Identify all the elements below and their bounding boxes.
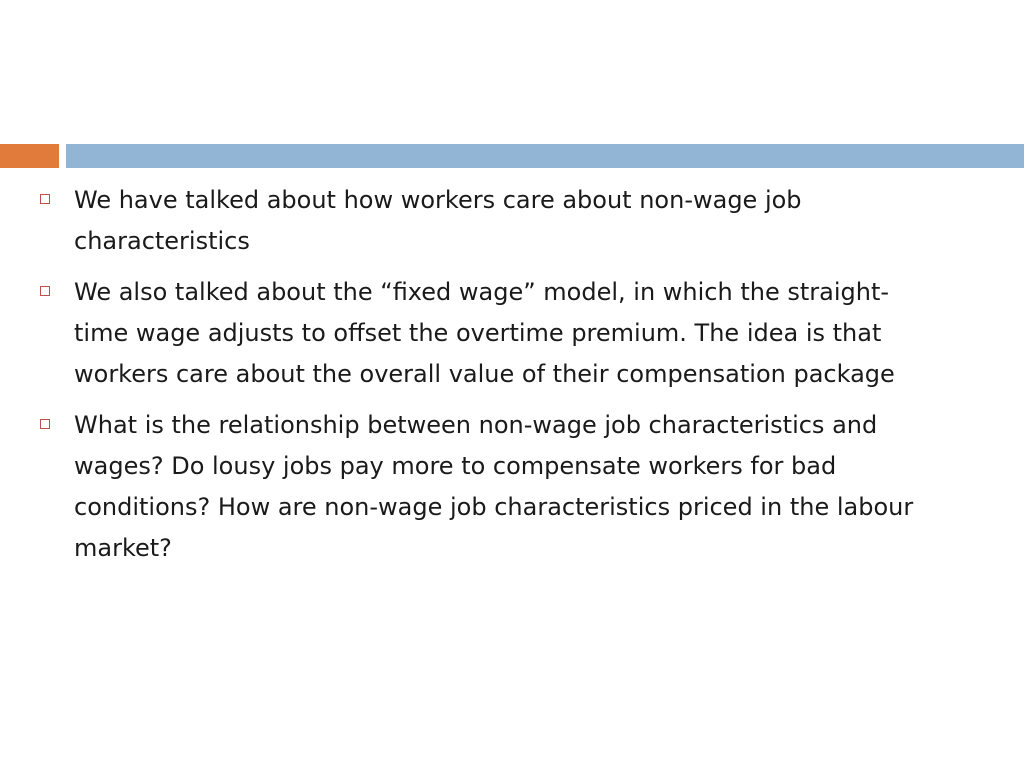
hollow-square-bullet-icon <box>40 419 50 429</box>
hollow-square-bullet-icon <box>40 286 50 296</box>
bullet-text: We have talked about how workers care about non-wage job characteristics <box>74 186 802 255</box>
bullet-item <box>36 272 916 395</box>
bullet-item <box>36 180 916 262</box>
bullet-list <box>36 180 916 579</box>
orange-accent-bar <box>0 144 59 168</box>
blue-title-bar <box>66 144 1024 168</box>
bullet-item <box>36 405 916 569</box>
hollow-square-bullet-icon <box>40 194 50 204</box>
bullet-text: What is the relationship between non-wage job characteristics and wages? Do lousy jobs pay more to compensate workers for bad conditions? How are non-wage job characteristics priced in the labour market? <box>74 411 914 562</box>
bullet-text: We also talked about the “fixed wage” model, in which the straight-time wage adjusts to offset the overtime premium. The idea is that workers care about the overall value of their compensation package <box>74 278 895 388</box>
